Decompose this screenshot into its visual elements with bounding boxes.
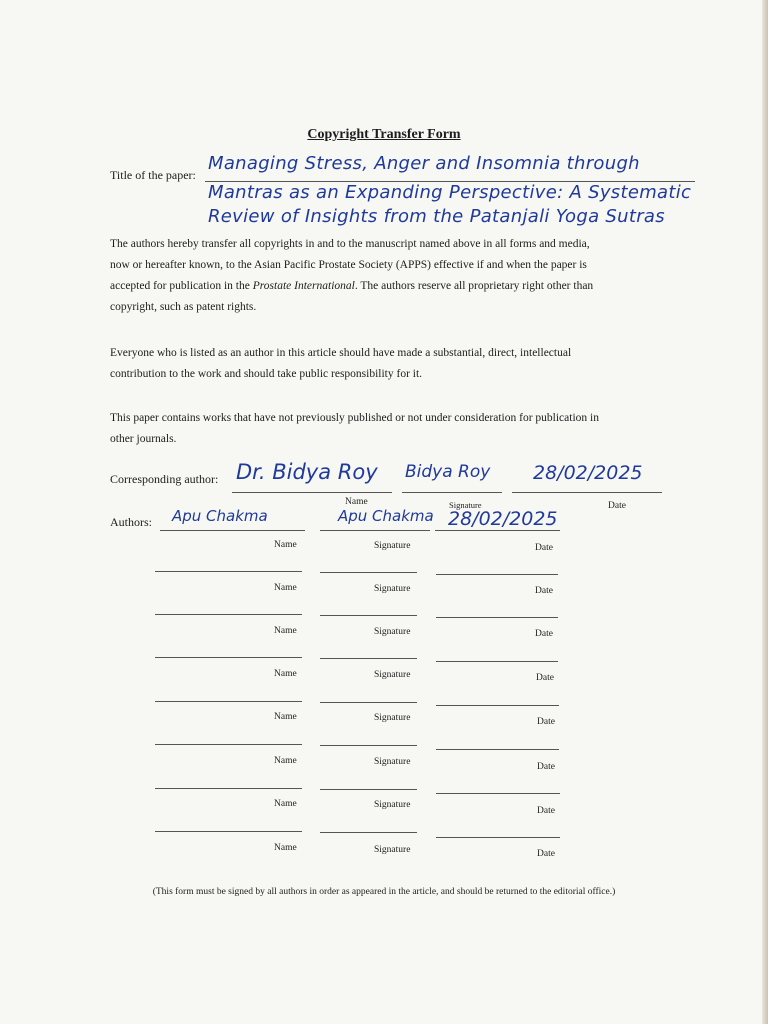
row-7-signature-caption: Signature xyxy=(374,800,411,810)
row-8-name-caption: Name xyxy=(274,843,297,853)
row-7-name-caption: Name xyxy=(274,799,297,809)
row-3-signature-line[interactable] xyxy=(320,615,417,616)
row-5-name-line[interactable] xyxy=(155,701,302,702)
row-6-signature-caption: Signature xyxy=(374,757,411,767)
author-1-date-line xyxy=(435,530,560,531)
paper-title-underline xyxy=(205,181,695,182)
row-3-signature-caption: Signature xyxy=(374,627,411,637)
corresponding-date-line xyxy=(512,492,662,493)
row-8-date-caption: Date xyxy=(537,849,555,859)
author-1-signature-line xyxy=(320,530,430,531)
row-1-signature-caption: Signature xyxy=(374,541,411,551)
author-1-name-line xyxy=(160,530,305,531)
corresponding-signature-line xyxy=(402,492,502,493)
row-2-signature-caption: Signature xyxy=(374,584,411,594)
page-edge-shadow xyxy=(762,0,768,1024)
row-3-date-line[interactable] xyxy=(436,617,558,618)
row-8-signature-caption: Signature xyxy=(374,845,411,855)
row-4-signature-line[interactable] xyxy=(320,658,417,659)
row-8-date-line[interactable] xyxy=(436,837,560,838)
row-5-date-line[interactable] xyxy=(436,705,559,706)
row-2-name-line[interactable] xyxy=(155,571,302,572)
paper-title-line-2: Mantras as an Expanding Perspective: A Systematic xyxy=(208,182,692,203)
corresponding-author-name[interactable]: Dr. Bidya Roy xyxy=(236,460,378,484)
row-2-name-caption: Name xyxy=(274,583,297,593)
row-5-signature-caption: Signature xyxy=(374,713,411,723)
row-7-signature-line[interactable] xyxy=(320,789,417,790)
authors-label: Authors: xyxy=(110,515,152,529)
row-4-date-caption: Date xyxy=(536,673,554,683)
footer-note: (This form must be signed by all authors in order as appeared in the article, and should be returned to the editorial office.) xyxy=(152,887,616,897)
row-6-signature-line[interactable] xyxy=(320,745,417,746)
row-1-date-caption: Date xyxy=(535,543,553,553)
row-8-signature-line[interactable] xyxy=(320,832,417,833)
row-3-name-caption: Name xyxy=(274,626,297,636)
row-5-name-caption: Name xyxy=(274,712,297,722)
row-7-name-line[interactable] xyxy=(155,788,302,789)
corresponding-author-label: Corresponding author: xyxy=(110,472,219,486)
originality-paragraph: This paper contains works that have not previously published or not under consideration for publication in other journals. xyxy=(110,412,599,445)
corresponding-signature-caption: Signature xyxy=(449,500,482,510)
row-3-date-caption: Date xyxy=(535,629,553,639)
authorship-paragraph: Everyone who is listed as an author in this article should have made a substantial, direct, intellectual contribution to the work and should take public responsibility for it. xyxy=(110,347,572,380)
row-4-signature-caption: Signature xyxy=(374,670,411,680)
corresponding-name-caption: Name xyxy=(345,497,368,507)
corresponding-date-caption: Date xyxy=(608,501,626,511)
journal-name: Prostate International xyxy=(252,280,355,292)
author-1-signature[interactable]: Apu Chakma xyxy=(338,507,434,525)
row-6-date-caption: Date xyxy=(537,762,555,772)
corresponding-author-signature[interactable]: Bidya Roy xyxy=(405,462,491,482)
paper-title-line-3: Review of Insights from the Patanjali Yoga Sutras xyxy=(208,206,665,227)
row-8-name-line[interactable] xyxy=(155,831,302,832)
row-4-name-line[interactable] xyxy=(155,657,302,658)
paper-title-label: Title of the paper: xyxy=(110,168,196,182)
row-6-name-caption: Name xyxy=(274,756,297,766)
corresponding-author-date[interactable]: 28/02/2025 xyxy=(533,462,643,484)
transfer-paragraph: The authors hereby transfer all copyrights in and to the manuscript named above in all forms and media, now or hereafter known, to the Asian Pacific Prostate Society (APPS) effective if and when the paper is accepted for publication in the Prostate International. The authors reserve all proprietary right other than copyright, such as patent rights. xyxy=(110,238,594,313)
paper-title-line-1: Managing Stress, Anger and Insomnia through xyxy=(208,153,640,174)
row-5-date-caption: Date xyxy=(537,717,555,727)
row-5-signature-line[interactable] xyxy=(320,702,417,703)
row-1-name-caption: Name xyxy=(274,540,297,550)
row-2-signature-line[interactable] xyxy=(320,572,417,573)
row-2-date-line[interactable] xyxy=(436,574,558,575)
author-1-date[interactable]: 28/02/2025 xyxy=(448,508,558,530)
row-4-date-line[interactable] xyxy=(436,661,558,662)
row-3-name-line[interactable] xyxy=(155,614,302,615)
corresponding-name-line xyxy=(232,492,392,493)
row-4-name-caption: Name xyxy=(274,669,297,679)
row-7-date-line[interactable] xyxy=(436,793,560,794)
row-6-name-line[interactable] xyxy=(155,744,302,745)
row-7-date-caption: Date xyxy=(537,806,555,816)
row-2-date-caption: Date xyxy=(535,586,553,596)
row-6-date-line[interactable] xyxy=(436,749,559,750)
form-title: Copyright Transfer Form xyxy=(307,127,461,142)
author-1-name[interactable]: Apu Chakma xyxy=(172,507,268,525)
